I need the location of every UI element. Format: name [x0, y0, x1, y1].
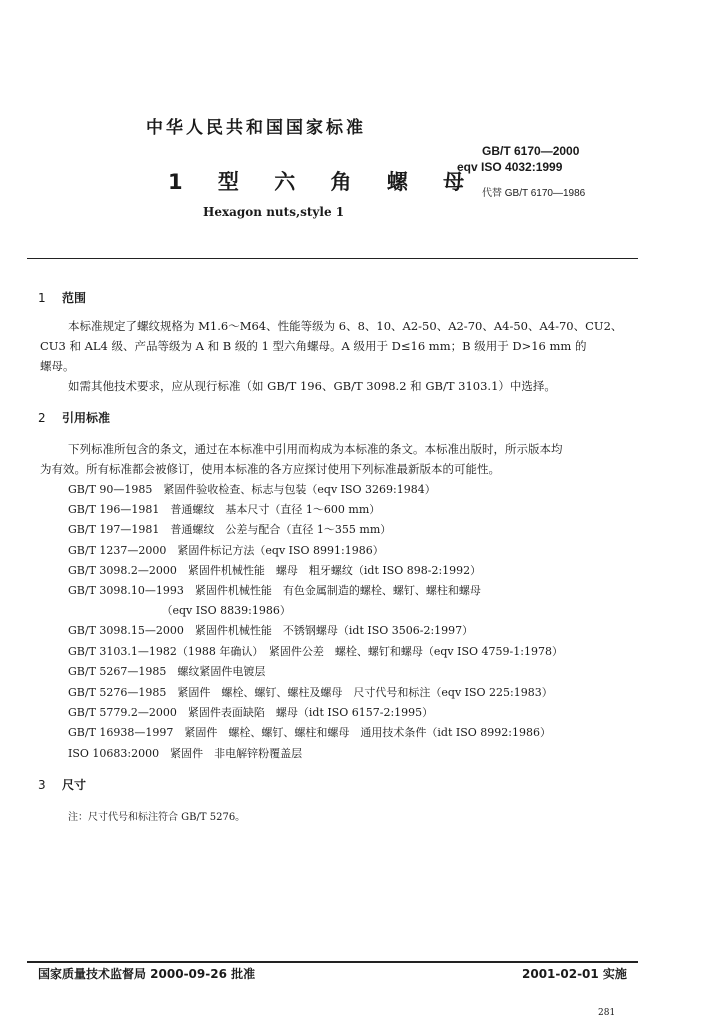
- ref-item: GB/T 3098.15—2000 紧固件机械性能 不锈钢螺母（idt ISO 3506-2:1997）: [68, 624, 474, 637]
- effective-date: 2001-02-01 实施: [522, 967, 627, 981]
- ref-item: GB/T 3098.10—1993 紧固件机械性能 有色金属制造的螺栓、螺钉、螺柱和螺母: [68, 584, 481, 597]
- country-title: 中华人民共和国国家标准: [146, 118, 366, 138]
- standard-equivalence: eqv ISO 4032:1999: [457, 160, 563, 174]
- section-1-title: 范围: [62, 291, 87, 305]
- section-1-para1-line2: CU3 和 AL4 级、产品等级为 A 和 B 级的 1 型六角螺母。A 级用于 D≤16 mm；B 级用于 D>16 mm 的: [40, 339, 587, 353]
- ref-item: GB/T 3098.2—2000 紧固件机械性能 螺母 粗牙螺纹（idt ISO 898-2:1992）: [68, 564, 482, 577]
- ref-item: GB/T 197—1981 普通螺纹 公差与配合（直径 1～355 mm）: [68, 523, 392, 536]
- ref-item: （eqv ISO 8839:1986）: [68, 604, 291, 617]
- page-title: 1 型 六 角 螺 母: [168, 170, 479, 194]
- section-1-number: 1: [38, 291, 46, 305]
- page-number: 281: [598, 1008, 616, 1018]
- ref-item: GB/T 5267—1985 螺纹紧固件电镀层: [68, 665, 266, 678]
- section-3-heading: [38, 776, 86, 793]
- english-title: Hexagon nuts,style 1: [203, 205, 345, 219]
- section-3-note: 注：尺寸代号和标注符合 GB/T 5276。: [68, 812, 246, 823]
- section-2-intro-line2: 为有效。所有标准都会被修订，使用本标准的各方应探讨使用下列标准最新版本的可能性。: [40, 462, 500, 476]
- section-1-para2: 如需其他技术要求，应从现行标准（如 GB/T 196、GB/T 3098.2 和 GB/T 3103.1）中选择。: [68, 379, 556, 393]
- approval-date: 国家质量技术监督局 2000-09-26 批准: [38, 967, 256, 981]
- standard-replaces: 代替 GB/T 6170—1986: [482, 188, 586, 199]
- standard-code: GB/T 6170—2000: [482, 144, 580, 158]
- section-3-title: 尺寸: [62, 778, 87, 792]
- footer-divider: [27, 961, 638, 963]
- ref-item: GB/T 16938—1997 紧固件 螺栓、螺钉、螺柱和螺母 通用技术条件（idt ISO 8992:1986）: [68, 726, 551, 739]
- section-2-number: 2: [38, 411, 46, 425]
- section-2-intro-line1: 下列标准所包含的条文，通过在本标准中引用而构成为本标准的条文。本标准出版时，所示版本均: [68, 442, 563, 456]
- header-divider: [27, 258, 638, 259]
- ref-item: GB/T 3103.1—1982（1988 年确认） 紧固件公差 螺栓、螺钉和螺母（eqv ISO 4759-1:1978）: [68, 645, 563, 658]
- ref-item: GB/T 196—1981 普通螺纹 基本尺寸（直径 1～600 mm）: [68, 503, 381, 516]
- section-1-heading: [38, 289, 86, 306]
- ref-item: ISO 10683:2000 紧固件 非电解锌粉覆盖层: [68, 747, 303, 760]
- ref-item: GB/T 1237—2000 紧固件标记方法（eqv ISO 8991:1986）: [68, 544, 384, 557]
- ref-item: GB/T 5276—1985 紧固件 螺栓、螺钉、螺柱及螺母 尺寸代号和标注（eqv ISO 225:1983）: [68, 686, 553, 699]
- section-3-number: 3: [38, 778, 46, 792]
- section-2-heading: [38, 409, 110, 426]
- section-1-para1-line1: 本标准规定了螺纹规格为 M1.6～M64、性能等级为 6、8、10、A2-50、A2-70、A4-50、A4-70、CU2、: [68, 319, 623, 333]
- ref-item: GB/T 90—1985 紧固件验收检查、标志与包装（eqv ISO 3269:1984）: [68, 483, 436, 496]
- section-2-title: 引用标准: [62, 411, 111, 425]
- section-1-para1-line3: 螺母。: [40, 359, 75, 373]
- ref-item: GB/T 5779.2—2000 紧固件表面缺陷 螺母（idt ISO 6157-2:1995）: [68, 706, 434, 719]
